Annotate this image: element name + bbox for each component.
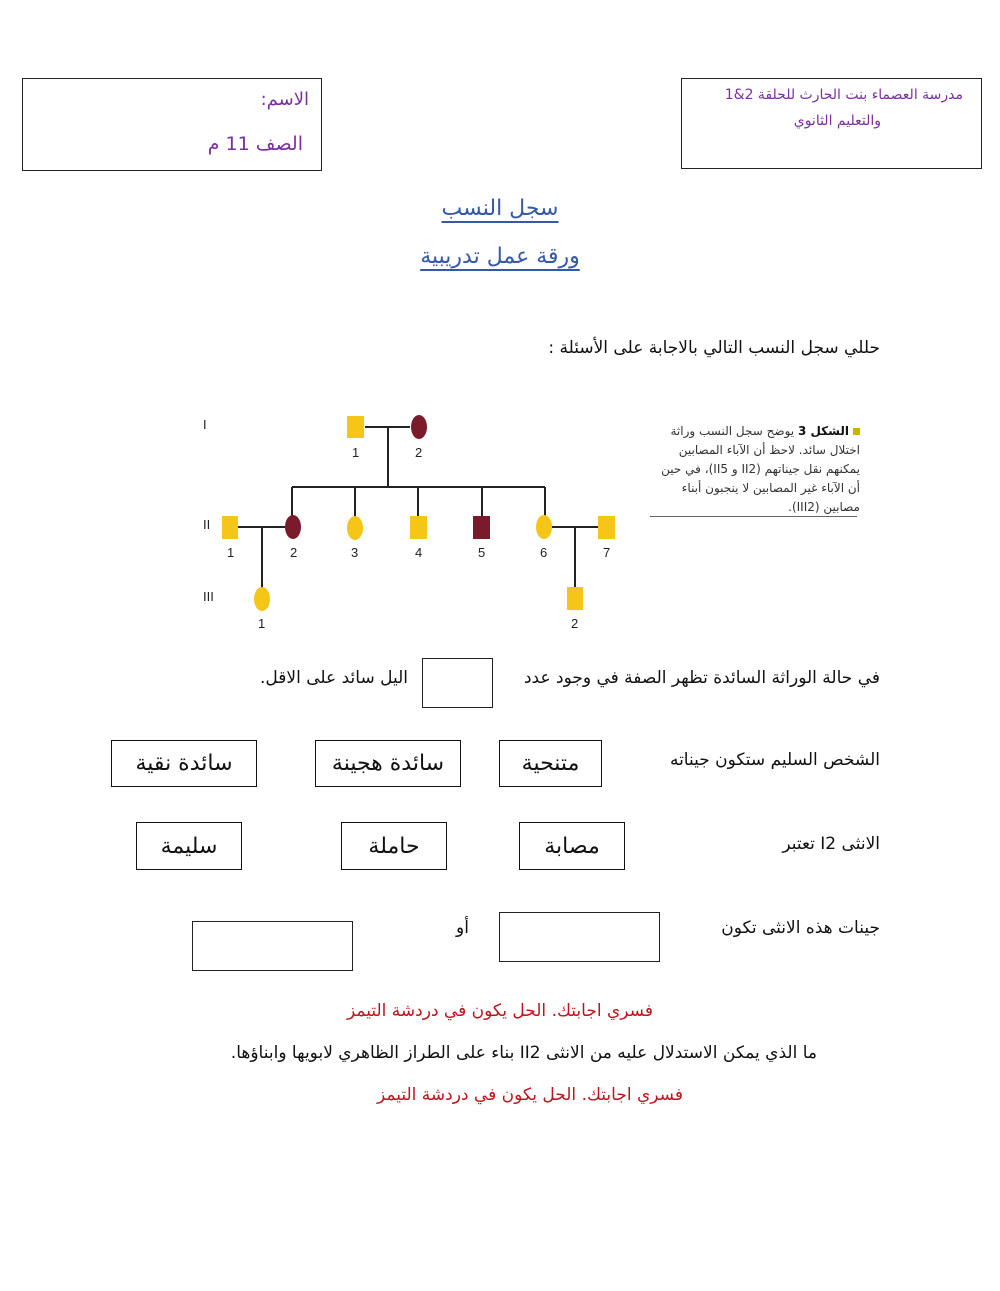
caption-divider (650, 516, 857, 517)
q2-option-pure-dominant[interactable]: سائدة نقية (111, 740, 257, 787)
page-title (0, 196, 1000, 221)
q1-text-after: اليل سائد على الاقل. (260, 668, 408, 688)
figure-caption (650, 422, 860, 517)
explain-note-1: فسري اجابتك. الحل يكون في دردشة التيمز (347, 1001, 653, 1021)
q1-answer-box[interactable] (422, 658, 493, 708)
q3-option-healthy[interactable]: سليمة (136, 822, 242, 870)
pedigree-chart (190, 405, 640, 635)
caption-bold: الشكل 3 (797, 424, 849, 438)
q4-or-label: أو (456, 918, 469, 938)
individual-II5-male (473, 516, 490, 539)
page-title-text: سجل النسب (441, 196, 559, 221)
q3-option-affected[interactable]: مصابة (519, 822, 625, 870)
q4-answer-box-1[interactable] (499, 912, 660, 962)
individual-I1-male (347, 416, 364, 438)
individual-III1-female (254, 587, 270, 611)
label-III2: 2 (571, 616, 579, 631)
label-II4: 4 (415, 545, 423, 560)
q5-text: ما الذي يمكن الاستدلال عليه من الانثى II2 بناء على الطراز الظاهري لابويها وابناؤها. (230, 1043, 817, 1063)
school-name-line1: مدرسة العصماء بنت الحارث للحلقة 2&1 (724, 87, 963, 103)
class-label: الصف 11 م (207, 133, 303, 155)
label-II5: 5 (478, 545, 486, 560)
label-II6: 6 (540, 545, 548, 560)
q2-label: الشخص السليم ستكون جيناته (669, 750, 880, 770)
student-info-box (22, 78, 322, 171)
label-I1: 1 (352, 445, 360, 460)
individual-II4-male (410, 516, 427, 539)
q4-answer-box-2[interactable] (192, 921, 353, 971)
caption-text: يوضح سجل النسب وراثة اختلال سائد. لاحظ أن الآباء المصابين يمكنهم نقل جيناتهم (II2 و II5)، في حين أن الآباء غير المصابين لا ينجبون أبناء مصابين (III2). (661, 424, 860, 514)
generation-label-III: III (203, 589, 214, 604)
individual-II2-female (285, 515, 301, 539)
label-II7: 7 (603, 545, 611, 560)
q2-option-recessive[interactable]: متنحية (499, 740, 602, 787)
explain-note-2: فسري اجابتك. الحل يكون في دردشة التيمز (377, 1085, 683, 1105)
label-II3: 3 (351, 545, 359, 560)
school-name-line2: والتعليم الثانوي (793, 113, 881, 129)
q1-text-before: في حالة الوراثة السائدة تظهر الصفة في وجود عدد (523, 668, 880, 688)
label-II2: 2 (290, 545, 298, 560)
label-III1: 1 (258, 616, 266, 631)
individual-II3-female (347, 516, 363, 540)
page-subtitle-text: ورقة عمل تدريبية (420, 244, 580, 269)
school-info-box (681, 78, 982, 169)
q3-option-carrier[interactable]: حاملة (341, 822, 447, 870)
q3-label: الانثى I2 تعتبر (782, 834, 880, 854)
q2-option-hybrid-dominant[interactable]: سائدة هجينة (315, 740, 461, 787)
q4-label: جينات هذه الانثى تكون (721, 918, 880, 938)
individual-I2-female (411, 415, 427, 439)
name-label: الاسم: (260, 89, 309, 110)
individual-II7-male (598, 516, 615, 539)
label-II1: 1 (227, 545, 235, 560)
caption-marker-icon (853, 428, 860, 435)
generation-label-II: II (203, 517, 211, 532)
individual-III2-male (567, 587, 583, 610)
generation-label-I: I (203, 417, 207, 432)
instruction-text: حللي سجل النسب التالي بالاجابة على الأسئلة : (548, 338, 880, 358)
individual-II1-male (222, 516, 238, 539)
individual-II6-female (536, 515, 552, 539)
label-I2: 2 (415, 445, 423, 460)
page-subtitle (0, 244, 1000, 269)
